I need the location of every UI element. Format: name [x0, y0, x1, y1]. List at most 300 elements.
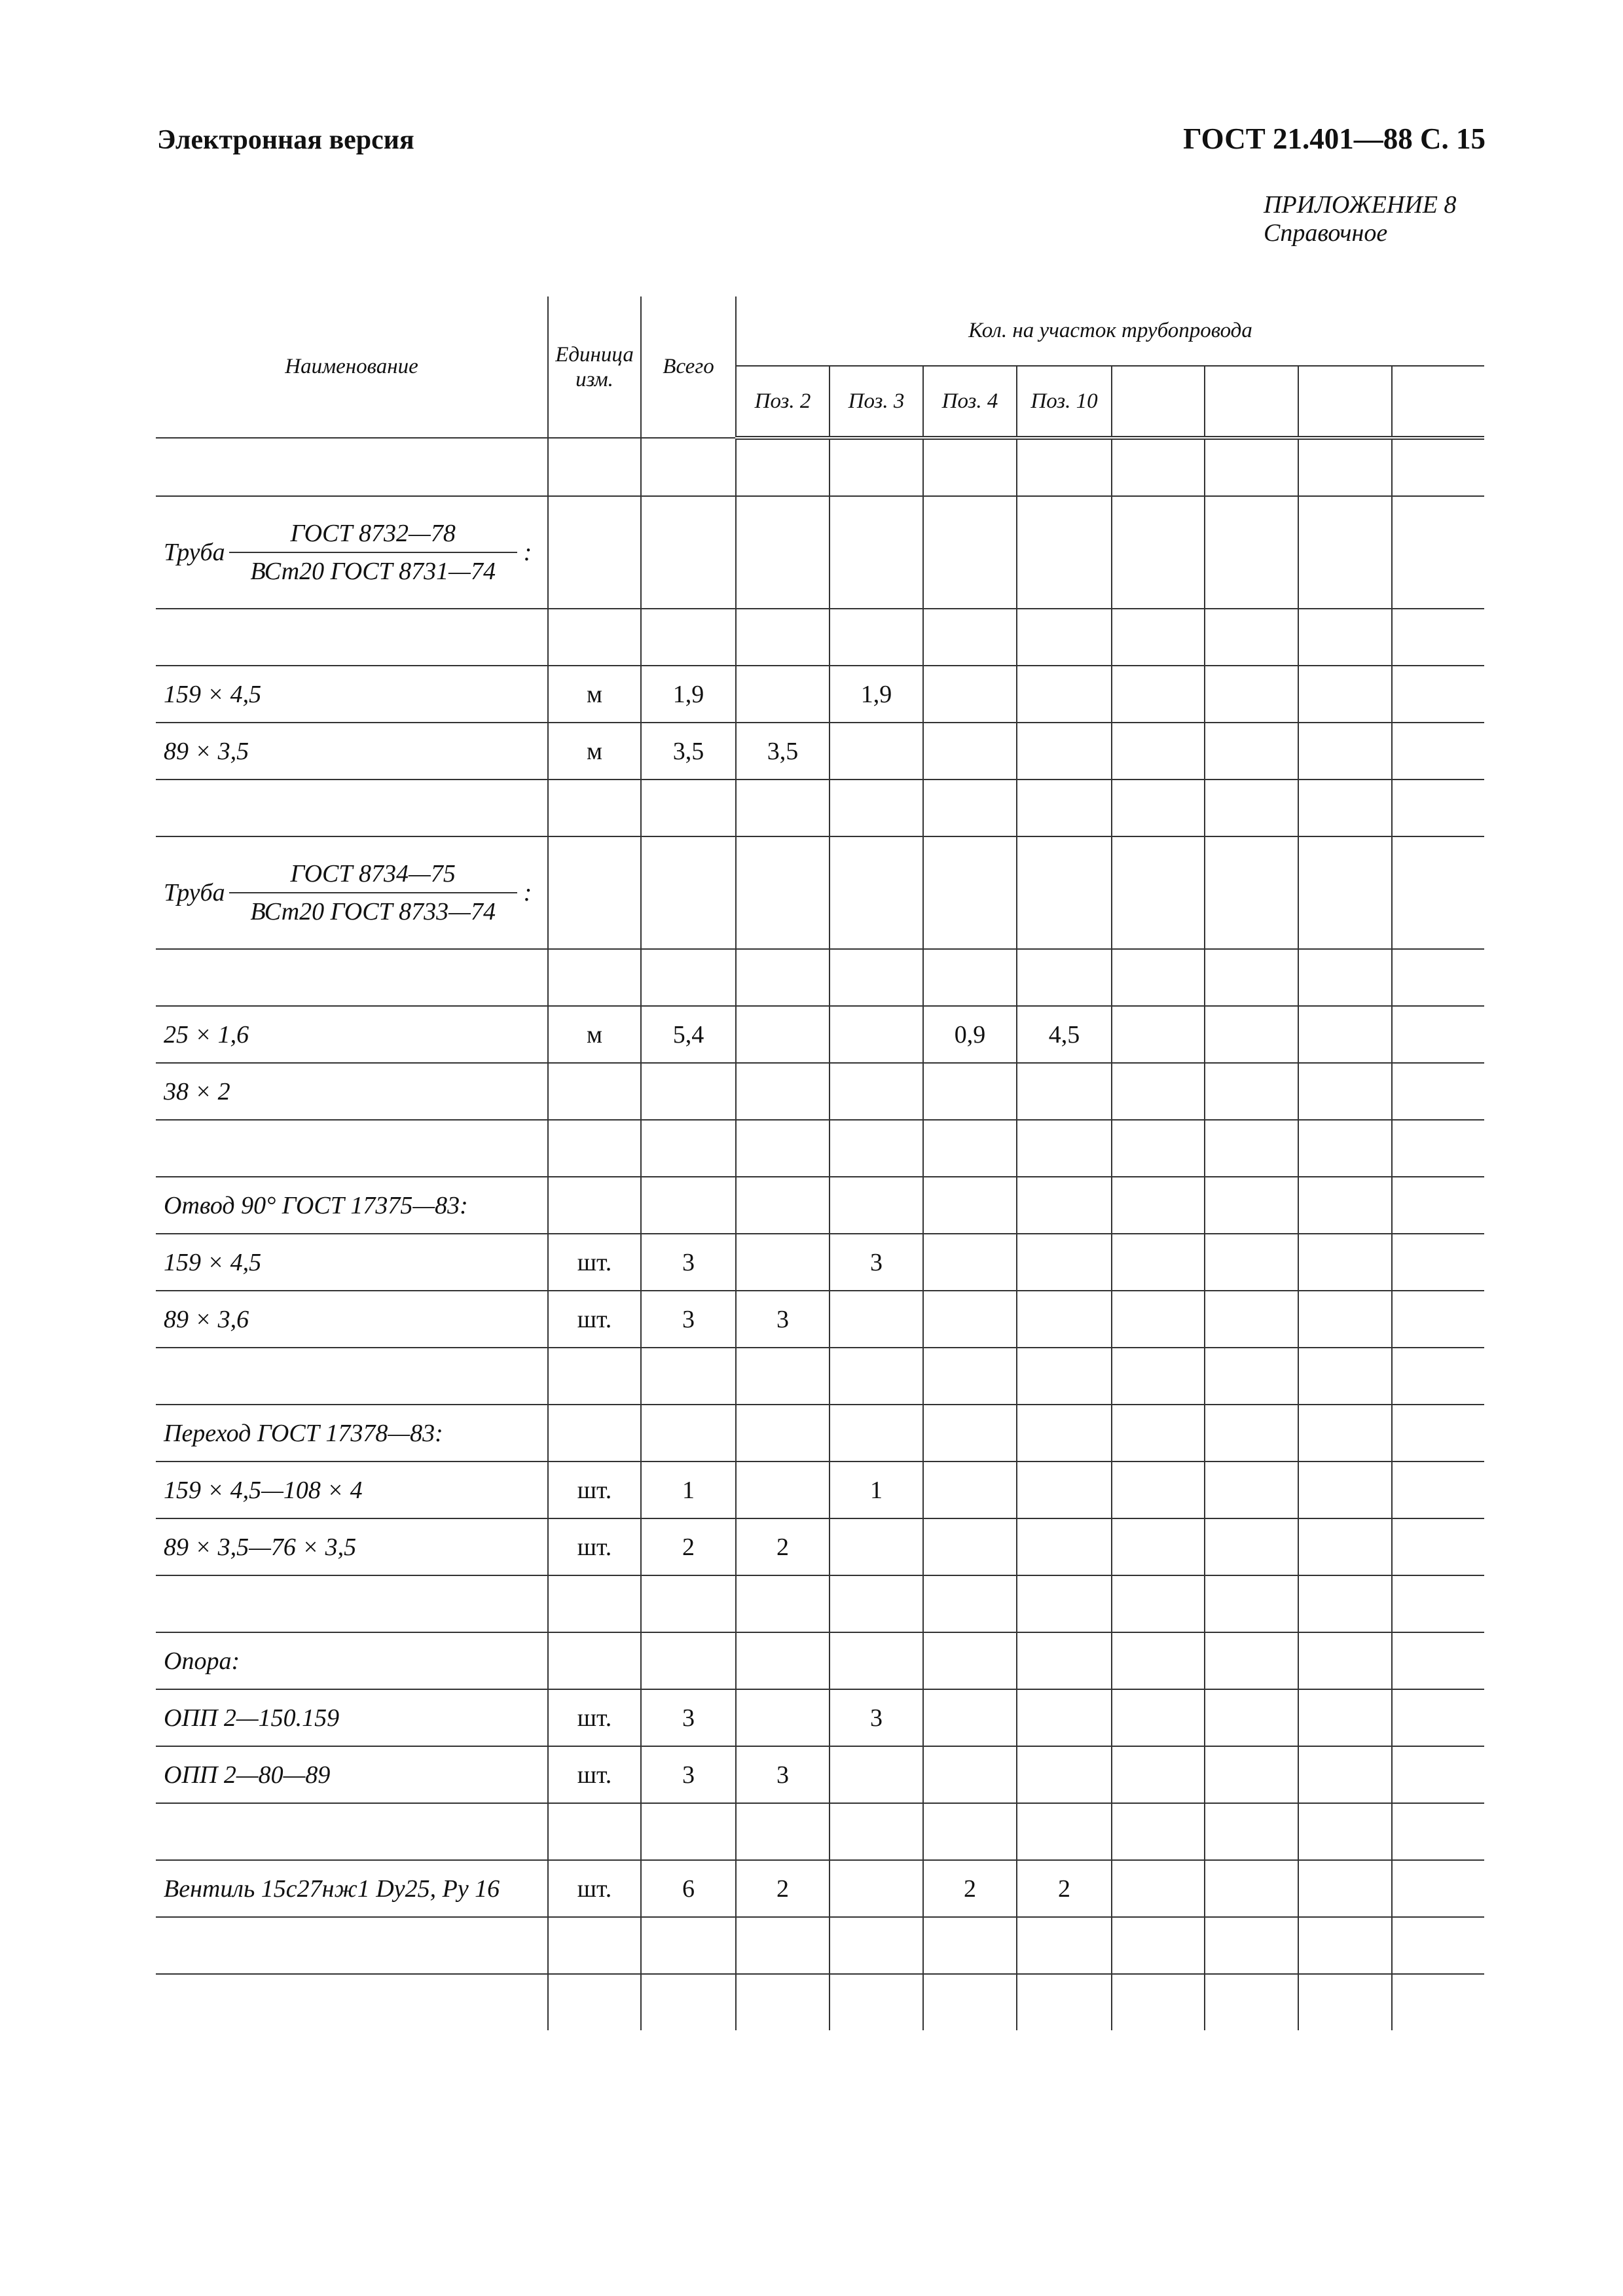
quantity-cell [736, 1120, 830, 1177]
quantity-cell [1017, 609, 1112, 666]
quantity-cell [923, 1803, 1017, 1860]
quantity-cell [1298, 1063, 1392, 1120]
table-row [156, 1689, 1484, 1746]
quantity-cell [1298, 1405, 1392, 1462]
item-name-cell: ОПП 2—80—89 [156, 1746, 548, 1803]
header-row-1 [156, 296, 1484, 366]
quantity-cell [736, 1348, 830, 1405]
item-name-cell: 89 × 3,5 [156, 723, 548, 780]
unit-cell [548, 1405, 641, 1462]
quantity-cell [1392, 723, 1484, 780]
table-cell [1392, 836, 1484, 949]
quantity-cell [1017, 1120, 1112, 1177]
quantity-cell [1298, 1291, 1392, 1348]
quantity-cell [1392, 780, 1484, 836]
quantity-cell [1298, 1348, 1392, 1405]
item-name-cell: Переход ГОСТ 17378—83: [156, 1405, 548, 1462]
quantity-cell [1205, 438, 1298, 496]
quantity-cell: 3 [830, 1234, 923, 1291]
quantity-cell [1392, 1632, 1484, 1689]
quantity-cell [1205, 1917, 1298, 1974]
quantity-cell [830, 1632, 923, 1689]
col-header-pos: Поз. 4 [923, 366, 1017, 438]
table-cell [1017, 496, 1112, 609]
fraction-suffix: : [523, 879, 532, 906]
item-name-cell: 89 × 3,5—76 × 3,5 [156, 1518, 548, 1575]
quantity-cell [830, 1746, 923, 1803]
table-cell [548, 836, 641, 949]
quantity-cell [1017, 1689, 1112, 1746]
table-cell [923, 496, 1017, 609]
fraction-name-cell [156, 836, 548, 949]
quantity-cell [830, 609, 923, 666]
total-cell [641, 1063, 736, 1120]
appendix-label [1264, 191, 1456, 247]
quantity-cell [1112, 1860, 1205, 1917]
quantity-cell: 3,5 [736, 723, 830, 780]
quantity-cell [923, 1234, 1017, 1291]
total-cell [641, 1405, 736, 1462]
item-name-cell [156, 1803, 548, 1860]
table-row [156, 836, 1484, 949]
table-row [156, 1063, 1484, 1120]
quantity-cell [1392, 949, 1484, 1006]
quantity-cell [830, 1405, 923, 1462]
quantity-cell [736, 949, 830, 1006]
quantity-cell [923, 438, 1017, 496]
table-row [156, 1291, 1484, 1348]
total-cell [641, 1177, 736, 1234]
quantity-cell [1017, 1234, 1112, 1291]
quantity-cell [1392, 1063, 1484, 1120]
fraction-numerator: ГОСТ 8734—75 [290, 860, 456, 888]
quantity-cell [1112, 1177, 1205, 1234]
quantity-cell [1112, 1974, 1205, 2030]
unit-cell: шт. [548, 1518, 641, 1575]
item-name-cell [156, 1120, 548, 1177]
quantity-cell [830, 1860, 923, 1917]
unit-cell: шт. [548, 1234, 641, 1291]
table-row [156, 1120, 1484, 1177]
quantity-cell [1392, 1803, 1484, 1860]
total-cell [641, 1974, 736, 2030]
table-row [156, 1860, 1484, 1917]
col-header-unit [548, 296, 641, 438]
quantity-cell [1392, 1348, 1484, 1405]
quantity-cell [1017, 1405, 1112, 1462]
quantity-cell [736, 780, 830, 836]
total-cell: 6 [641, 1860, 736, 1917]
table-row [156, 1348, 1484, 1405]
unit-cell: шт. [548, 1462, 641, 1518]
quantity-cell [1205, 1689, 1298, 1746]
quantity-cell [1392, 1860, 1484, 1917]
col-header-pos: Поз. 10 [1017, 366, 1112, 438]
quantity-cell [1298, 666, 1392, 723]
quantity-cell [1298, 1462, 1392, 1518]
fraction-body [229, 859, 517, 926]
quantity-cell [1298, 1575, 1392, 1632]
total-cell: 3 [641, 1291, 736, 1348]
quantity-cell [923, 1518, 1017, 1575]
quantity-cell [736, 1974, 830, 2030]
unit-cell: м [548, 666, 641, 723]
quantity-cell [736, 1917, 830, 1974]
quantity-cell [1298, 1974, 1392, 2030]
unit-cell [548, 438, 641, 496]
appendix-subtitle: Справочное [1264, 219, 1388, 247]
fraction-denominator: ВСт20 ГОСТ 8733—74 [250, 898, 496, 925]
table-cell [641, 496, 736, 609]
item-name-cell: 38 × 2 [156, 1063, 548, 1120]
item-name-cell: 89 × 3,6 [156, 1291, 548, 1348]
col-header-pos: Поз. 3 [830, 366, 923, 438]
quantity-cell [830, 1006, 923, 1063]
quantity-cell [1298, 609, 1392, 666]
quantity-cell [923, 1120, 1017, 1177]
fraction-denominator: ВСт20 ГОСТ 8731—74 [250, 558, 496, 585]
quantity-cell [1112, 1234, 1205, 1291]
item-name-cell [156, 780, 548, 836]
quantity-cell [923, 780, 1017, 836]
quantity-cell [736, 609, 830, 666]
quantity-cell [1017, 780, 1112, 836]
appendix-title: ПРИЛОЖЕНИЕ 8 [1264, 191, 1457, 219]
quantity-cell [1017, 1974, 1112, 2030]
table-cell [1112, 496, 1205, 609]
quantity-cell [1112, 1462, 1205, 1518]
quantity-cell [1392, 1974, 1484, 2030]
table-row [156, 1234, 1484, 1291]
total-cell [641, 1632, 736, 1689]
quantity-cell [1205, 1291, 1298, 1348]
quantity-cell [736, 1234, 830, 1291]
total-cell: 3,5 [641, 723, 736, 780]
quantity-cell [1112, 1120, 1205, 1177]
quantity-cell [1112, 1917, 1205, 1974]
quantity-cell [830, 723, 923, 780]
quantity-cell [830, 1518, 923, 1575]
quantity-cell [736, 1006, 830, 1063]
item-name-cell: 159 × 4,5 [156, 666, 548, 723]
quantity-cell [1205, 1575, 1298, 1632]
quantity-cell: 1,9 [830, 666, 923, 723]
total-cell [641, 1348, 736, 1405]
fraction-label: Труба [164, 879, 225, 906]
quantity-cell [1205, 609, 1298, 666]
quantity-cell [1392, 1518, 1484, 1575]
quantity-cell [830, 780, 923, 836]
total-cell: 3 [641, 1689, 736, 1746]
quantity-cell [1017, 1063, 1112, 1120]
quantity-cell [1298, 1689, 1392, 1746]
quantity-cell [923, 1063, 1017, 1120]
item-name-cell [156, 609, 548, 666]
quantity-cell [1298, 723, 1392, 780]
quantity-cell [1205, 723, 1298, 780]
table-row [156, 1803, 1484, 1860]
unit-cell [548, 1120, 641, 1177]
quantity-cell [1298, 1234, 1392, 1291]
quantity-cell [1205, 1860, 1298, 1917]
quantity-cell [1298, 1518, 1392, 1575]
item-name-cell [156, 1348, 548, 1405]
item-name-cell [156, 438, 548, 496]
total-cell: 1,9 [641, 666, 736, 723]
quantity-cell [830, 1291, 923, 1348]
total-cell: 5,4 [641, 1006, 736, 1063]
quantity-cell [1205, 1746, 1298, 1803]
quantity-cell [1017, 1917, 1112, 1974]
total-cell: 3 [641, 1746, 736, 1803]
quantity-cell: 2 [736, 1518, 830, 1575]
quantity-cell [923, 1462, 1017, 1518]
table-row [156, 496, 1484, 609]
specification-table [156, 296, 1484, 2030]
quantity-cell [923, 1291, 1017, 1348]
unit-cell [548, 1177, 641, 1234]
quantity-cell [1112, 1405, 1205, 1462]
quantity-cell [1205, 1348, 1298, 1405]
quantity-cell [1205, 1177, 1298, 1234]
quantity-cell [830, 949, 923, 1006]
item-name-cell: 25 × 1,6 [156, 1006, 548, 1063]
quantity-cell [736, 1405, 830, 1462]
total-cell: 1 [641, 1462, 736, 1518]
quantity-cell [830, 438, 923, 496]
quantity-cell [1017, 1746, 1112, 1803]
quantity-cell [1112, 1689, 1205, 1746]
table-cell [641, 836, 736, 949]
quantity-cell [1017, 438, 1112, 496]
quantity-cell [1392, 1746, 1484, 1803]
quantity-cell [923, 666, 1017, 723]
quantity-cell [1392, 1917, 1484, 1974]
table-cell [1298, 496, 1392, 609]
quantity-cell [1392, 666, 1484, 723]
quantity-cell [1017, 1803, 1112, 1860]
quantity-cell [1112, 1803, 1205, 1860]
quantity-cell [1112, 1006, 1205, 1063]
fraction [164, 859, 547, 926]
table-row [156, 1177, 1484, 1234]
unit-cell [548, 1575, 641, 1632]
quantity-cell [1205, 1632, 1298, 1689]
total-cell [641, 1803, 736, 1860]
table-row [156, 1006, 1484, 1063]
quantity-cell [923, 949, 1017, 1006]
table-row [156, 1632, 1484, 1689]
quantity-cell [1017, 1518, 1112, 1575]
item-name-cell: 159 × 4,5 [156, 1234, 548, 1291]
table-cell [1205, 496, 1298, 609]
quantity-cell: 2 [923, 1860, 1017, 1917]
col-header-pos: Поз. 2 [736, 366, 830, 438]
quantity-cell [1112, 780, 1205, 836]
quantity-cell [923, 1177, 1017, 1234]
quantity-cell [923, 1632, 1017, 1689]
quantity-cell [736, 1063, 830, 1120]
quantity-cell [736, 1803, 830, 1860]
col-header-pos [1205, 366, 1298, 438]
table-row [156, 609, 1484, 666]
table-row [156, 780, 1484, 836]
table-cell [1205, 836, 1298, 949]
quantity-cell [1298, 1917, 1392, 1974]
col-header-unit-line2: изм. [575, 367, 613, 391]
quantity-cell [830, 1917, 923, 1974]
col-header-group: Кол. на участок трубопровода [736, 296, 1484, 366]
col-header-pos [1298, 366, 1392, 438]
quantity-cell [1298, 1860, 1392, 1917]
col-header-unit-line1: Единица [555, 342, 634, 367]
item-name-cell: Опора: [156, 1632, 548, 1689]
total-cell [641, 949, 736, 1006]
quantity-cell [1298, 1120, 1392, 1177]
item-name-cell: 159 × 4,5—108 × 4 [156, 1462, 548, 1518]
total-cell [641, 1120, 736, 1177]
quantity-cell [1205, 1234, 1298, 1291]
total-cell [641, 1575, 736, 1632]
quantity-cell [736, 438, 830, 496]
unit-cell: м [548, 1006, 641, 1063]
unit-cell [548, 609, 641, 666]
table-cell [830, 836, 923, 949]
quantity-cell [1298, 780, 1392, 836]
quantity-cell [923, 1689, 1017, 1746]
table-row [156, 1746, 1484, 1803]
quantity-cell [1392, 1291, 1484, 1348]
quantity-cell: 3 [736, 1746, 830, 1803]
item-name-cell: Отвод 90° ГОСТ 17375—83: [156, 1177, 548, 1234]
header-document-number: ГОСТ 21.401—88 С. 15 [1183, 122, 1486, 155]
quantity-cell [1017, 949, 1112, 1006]
quantity-cell [830, 1177, 923, 1234]
quantity-cell [1392, 1689, 1484, 1746]
quantity-cell [1112, 1518, 1205, 1575]
quantity-cell [1017, 1291, 1112, 1348]
quantity-cell [1112, 949, 1205, 1006]
table-row [156, 1917, 1484, 1974]
quantity-cell [1017, 1348, 1112, 1405]
table-row [156, 1405, 1484, 1462]
quantity-cell [923, 1746, 1017, 1803]
unit-cell [548, 780, 641, 836]
quantity-cell [1392, 1462, 1484, 1518]
quantity-cell [1392, 1177, 1484, 1234]
total-cell [641, 1917, 736, 1974]
item-name-cell: ОПП 2—150.159 [156, 1689, 548, 1746]
quantity-cell [1205, 1803, 1298, 1860]
unit-cell [548, 1348, 641, 1405]
quantity-cell: 0,9 [923, 1006, 1017, 1063]
quantity-cell [1112, 1632, 1205, 1689]
quantity-cell [1112, 1291, 1205, 1348]
quantity-cell [1205, 949, 1298, 1006]
fraction-label: Труба [164, 539, 225, 566]
quantity-cell [923, 1405, 1017, 1462]
quantity-cell [1205, 1462, 1298, 1518]
quantity-cell [1298, 1803, 1392, 1860]
total-cell: 2 [641, 1518, 736, 1575]
item-name-cell [156, 1917, 548, 1974]
quantity-cell [1392, 1575, 1484, 1632]
table-cell [1392, 496, 1484, 609]
quantity-cell [923, 609, 1017, 666]
quantity-cell [736, 1632, 830, 1689]
quantity-cell [1017, 666, 1112, 723]
quantity-cell [1205, 1006, 1298, 1063]
quantity-cell [1298, 438, 1392, 496]
unit-cell: шт. [548, 1860, 641, 1917]
quantity-cell [1392, 1405, 1484, 1462]
quantity-cell [1392, 1234, 1484, 1291]
quantity-cell [830, 1974, 923, 2030]
quantity-cell [1392, 1006, 1484, 1063]
item-name-cell [156, 949, 548, 1006]
table-row [156, 723, 1484, 780]
quantity-cell [1112, 723, 1205, 780]
unit-cell [548, 949, 641, 1006]
unit-cell [548, 1974, 641, 2030]
table-cell [923, 836, 1017, 949]
quantity-cell [923, 1575, 1017, 1632]
table-cell [1017, 836, 1112, 949]
table-row [156, 949, 1484, 1006]
fraction-name-cell [156, 496, 548, 609]
item-name-cell [156, 1974, 548, 2030]
table-cell [736, 836, 830, 949]
quantity-cell [1205, 1518, 1298, 1575]
item-name-cell: Вентиль 15с27нж1 Dу25, Pу 16 [156, 1860, 548, 1917]
table-cell [548, 496, 641, 609]
table-body [156, 438, 1484, 2030]
unit-cell [548, 1063, 641, 1120]
table-row [156, 438, 1484, 496]
quantity-cell [736, 1177, 830, 1234]
table-row [156, 1518, 1484, 1575]
quantity-cell [830, 1803, 923, 1860]
fraction-numerator: ГОСТ 8732—78 [290, 520, 456, 547]
fraction-body [229, 519, 517, 586]
quantity-cell [1017, 1575, 1112, 1632]
total-cell [641, 609, 736, 666]
quantity-cell [736, 1462, 830, 1518]
unit-cell: шт. [548, 1746, 641, 1803]
table-row [156, 1575, 1484, 1632]
quantity-cell [1205, 1405, 1298, 1462]
quantity-cell [1298, 1006, 1392, 1063]
quantity-cell [923, 723, 1017, 780]
quantity-cell [923, 1974, 1017, 2030]
unit-cell [548, 1803, 641, 1860]
unit-cell: м [548, 723, 641, 780]
quantity-cell [830, 1120, 923, 1177]
quantity-cell [1112, 438, 1205, 496]
quantity-cell [923, 1348, 1017, 1405]
quantity-cell: 3 [830, 1689, 923, 1746]
col-header-pos [1112, 366, 1205, 438]
col-header-total: Всего [641, 296, 736, 438]
quantity-cell [1017, 1462, 1112, 1518]
quantity-cell: 2 [736, 1860, 830, 1917]
quantity-cell [1112, 1575, 1205, 1632]
quantity-cell [1017, 1632, 1112, 1689]
header-left: Электронная версия [157, 125, 414, 155]
table-row [156, 1974, 1484, 2030]
unit-cell: шт. [548, 1689, 641, 1746]
quantity-cell [1298, 1177, 1392, 1234]
